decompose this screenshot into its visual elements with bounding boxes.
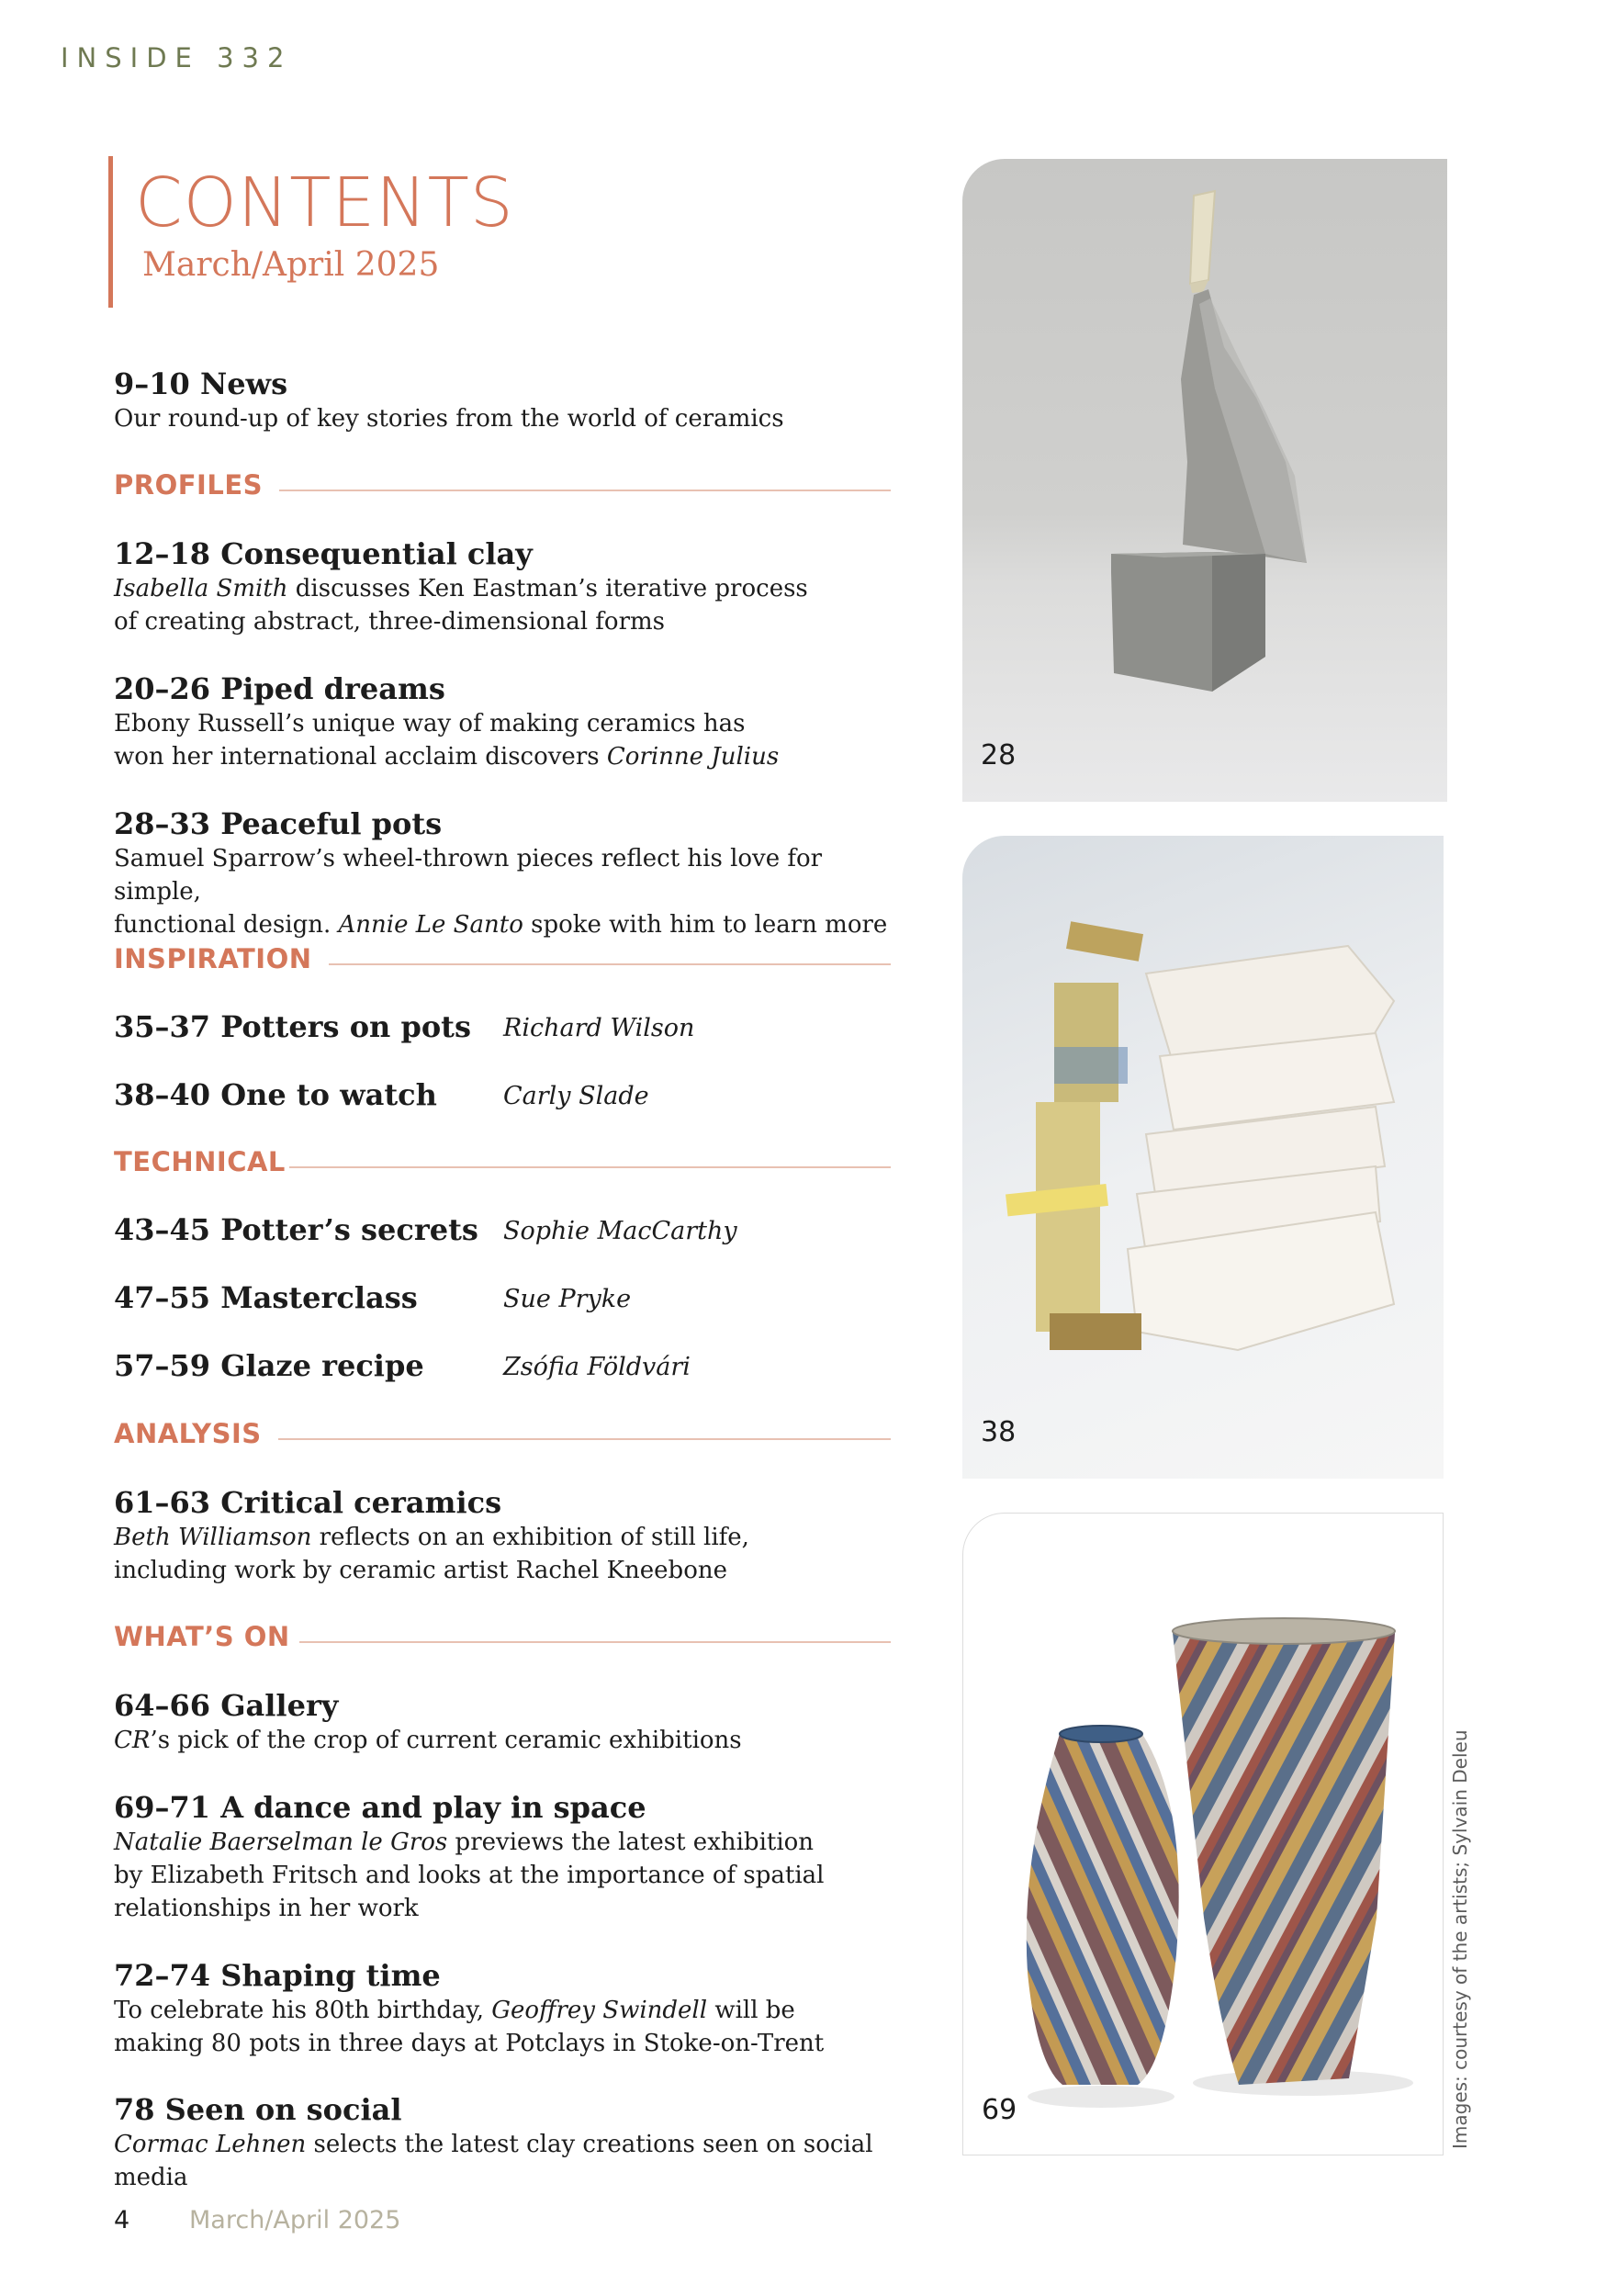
- entry-potters-on-pots[interactable]: [114, 1007, 891, 1047]
- author-name: Isabella Smith: [114, 575, 288, 602]
- photo-page-number: 38: [981, 1416, 1017, 1448]
- author-name: Carly Slade: [503, 1082, 649, 1110]
- author-name: Annie Le Santo: [338, 911, 523, 939]
- entry-description: [114, 1994, 904, 2027]
- section-rule: [329, 963, 891, 965]
- description-text: To celebrate his 80th birthday,: [114, 1997, 492, 2024]
- photo-porcelain-stack[interactable]: [962, 836, 1444, 1479]
- section-profiles: [114, 467, 891, 503]
- section-rule: [279, 490, 891, 491]
- section-rule: [278, 1438, 891, 1440]
- author-name: Sue Pryke: [503, 1285, 632, 1313]
- sculpture-illustration: [962, 159, 1447, 802]
- entry-description: [114, 908, 904, 941]
- photo-page-number: 28: [981, 739, 1017, 771]
- entry-description: relationships in her work: [114, 1895, 419, 1922]
- description-text: reflects on an exhibition of still life,: [311, 1524, 749, 1551]
- photo-stacked-sculpture[interactable]: [962, 159, 1447, 802]
- entry-title: 47–55 Masterclass: [114, 1280, 418, 1315]
- entry-description: Ebony Russell’s unique way of making ceramics has: [114, 710, 746, 737]
- entry-consequential-clay[interactable]: [114, 535, 904, 638]
- running-head: INSIDE 332: [61, 42, 293, 73]
- entry-title: 12–18 Consequential clay: [114, 536, 533, 571]
- entry-title: 28–33 Peaceful pots: [114, 806, 443, 841]
- entry-description: by Elizabeth Fritsch and looks at the importance of spatial: [114, 1862, 825, 1889]
- entry-news[interactable]: [114, 366, 904, 435]
- description-text: selects the latest clay creations seen on social media: [114, 2131, 873, 2191]
- section-label: TECHNICAL: [114, 1146, 286, 1177]
- author-name: Natalie Baerselman le Gros: [114, 1829, 448, 1856]
- page-title: CONTENTS: [135, 163, 514, 242]
- author-name: Beth Williamson: [114, 1524, 312, 1551]
- entry-description: [114, 1521, 904, 1554]
- entry-critical-ceramics[interactable]: [114, 1484, 904, 1587]
- section-rule: [289, 1166, 891, 1168]
- entry-description: [114, 740, 904, 773]
- entry-title: 35–37 Potters on pots: [114, 1009, 471, 1044]
- description-text: functional design.: [114, 911, 339, 939]
- entry-description: Our round-up of key stories from the world of ceramics: [114, 405, 784, 433]
- entry-description: Samuel Sparrow’s wheel-thrown pieces reflect his love for simple,: [114, 845, 823, 906]
- section-label: ANALYSIS: [114, 1418, 262, 1449]
- entry-title: 72–74 Shaping time: [114, 1958, 441, 1993]
- entry-description: including work by ceramic artist Rachel Kneebone: [114, 1557, 727, 1584]
- section-label: PROFILES: [114, 469, 264, 501]
- entry-title: 43–45 Potter’s secrets: [114, 1212, 478, 1247]
- porcelain-illustration: [962, 836, 1444, 1479]
- description-text: previews the latest exhibition: [447, 1829, 815, 1856]
- issue-date: March/April 2025: [142, 246, 440, 284]
- author-name: Geoffrey Swindell: [491, 1997, 708, 2024]
- entry-title: 61–63 Critical ceramics: [114, 1485, 502, 1520]
- page-number: 4: [114, 2206, 130, 2234]
- author-name: Corinne Julius: [606, 743, 780, 771]
- entry-title: 64–66 Gallery: [114, 1688, 339, 1723]
- entry-title: 57–59 Glaze recipe: [114, 1348, 424, 1383]
- footer-issue-date: March/April 2025: [189, 2206, 401, 2234]
- entry-masterclass[interactable]: [114, 1277, 891, 1318]
- description-text: spoke with him to learn more: [523, 911, 888, 939]
- magazine-name: CR: [114, 1727, 151, 1754]
- entry-piped-dreams[interactable]: [114, 670, 904, 773]
- entry-one-to-watch[interactable]: [114, 1075, 891, 1115]
- entry-title: 69–71 A dance and play in space: [114, 1790, 646, 1825]
- photo-page-number: 69: [982, 2094, 1017, 2126]
- section-technical: [114, 1143, 891, 1180]
- entry-title: 78 Seen on social: [114, 2092, 402, 2127]
- photo-striped-vessels[interactable]: [962, 1513, 1444, 2155]
- section-label: INSPIRATION: [114, 943, 312, 974]
- author-name: Zsófia Földvári: [503, 1353, 691, 1381]
- entry-description: [114, 1724, 904, 1757]
- entry-description: [114, 1826, 904, 1859]
- author-name: Cormac Lehnen: [114, 2131, 307, 2158]
- entry-description: [114, 2128, 904, 2194]
- entry-title: 20–26 Piped dreams: [114, 671, 445, 706]
- image-credit: Images: courtesy of the artists; Sylvain Deleu: [1449, 1729, 1471, 2149]
- section-rule: [299, 1641, 891, 1643]
- section-whats-on: [114, 1618, 891, 1655]
- section-inspiration: [114, 940, 891, 977]
- entry-dance-and-play[interactable]: [114, 1789, 904, 1925]
- entry-potters-secrets[interactable]: [114, 1210, 891, 1250]
- entry-seen-on-social[interactable]: [114, 2091, 904, 2194]
- entry-shaping-time[interactable]: [114, 1957, 904, 2060]
- entry-title: 38–40 One to watch: [114, 1077, 437, 1112]
- description-text: discusses Ken Eastman’s iterative process: [287, 575, 808, 602]
- author-name: Sophie MacCarthy: [503, 1217, 737, 1245]
- section-analysis: [114, 1415, 891, 1452]
- entry-peaceful-pots[interactable]: [114, 805, 904, 941]
- contents-heading-block: [108, 156, 514, 308]
- entry-description: of creating abstract, three-dimensional forms: [114, 608, 666, 636]
- section-label: WHAT’S ON: [114, 1621, 290, 1652]
- entry-title: 9–10 News: [114, 366, 288, 401]
- author-name: Richard Wilson: [503, 1014, 695, 1042]
- entry-gallery[interactable]: [114, 1687, 904, 1757]
- entry-glaze-recipe[interactable]: [114, 1345, 891, 1386]
- vessels-illustration: [963, 1514, 1444, 2155]
- description-text: won her international acclaim discovers: [114, 743, 607, 771]
- description-text: will be: [707, 1997, 795, 2024]
- entry-description: making 80 pots in three days at Potclays in Stoke-on-Trent: [114, 2030, 825, 2057]
- entry-description: [114, 572, 904, 605]
- description-text: ’s pick of the crop of current ceramic exhibitions: [150, 1727, 742, 1754]
